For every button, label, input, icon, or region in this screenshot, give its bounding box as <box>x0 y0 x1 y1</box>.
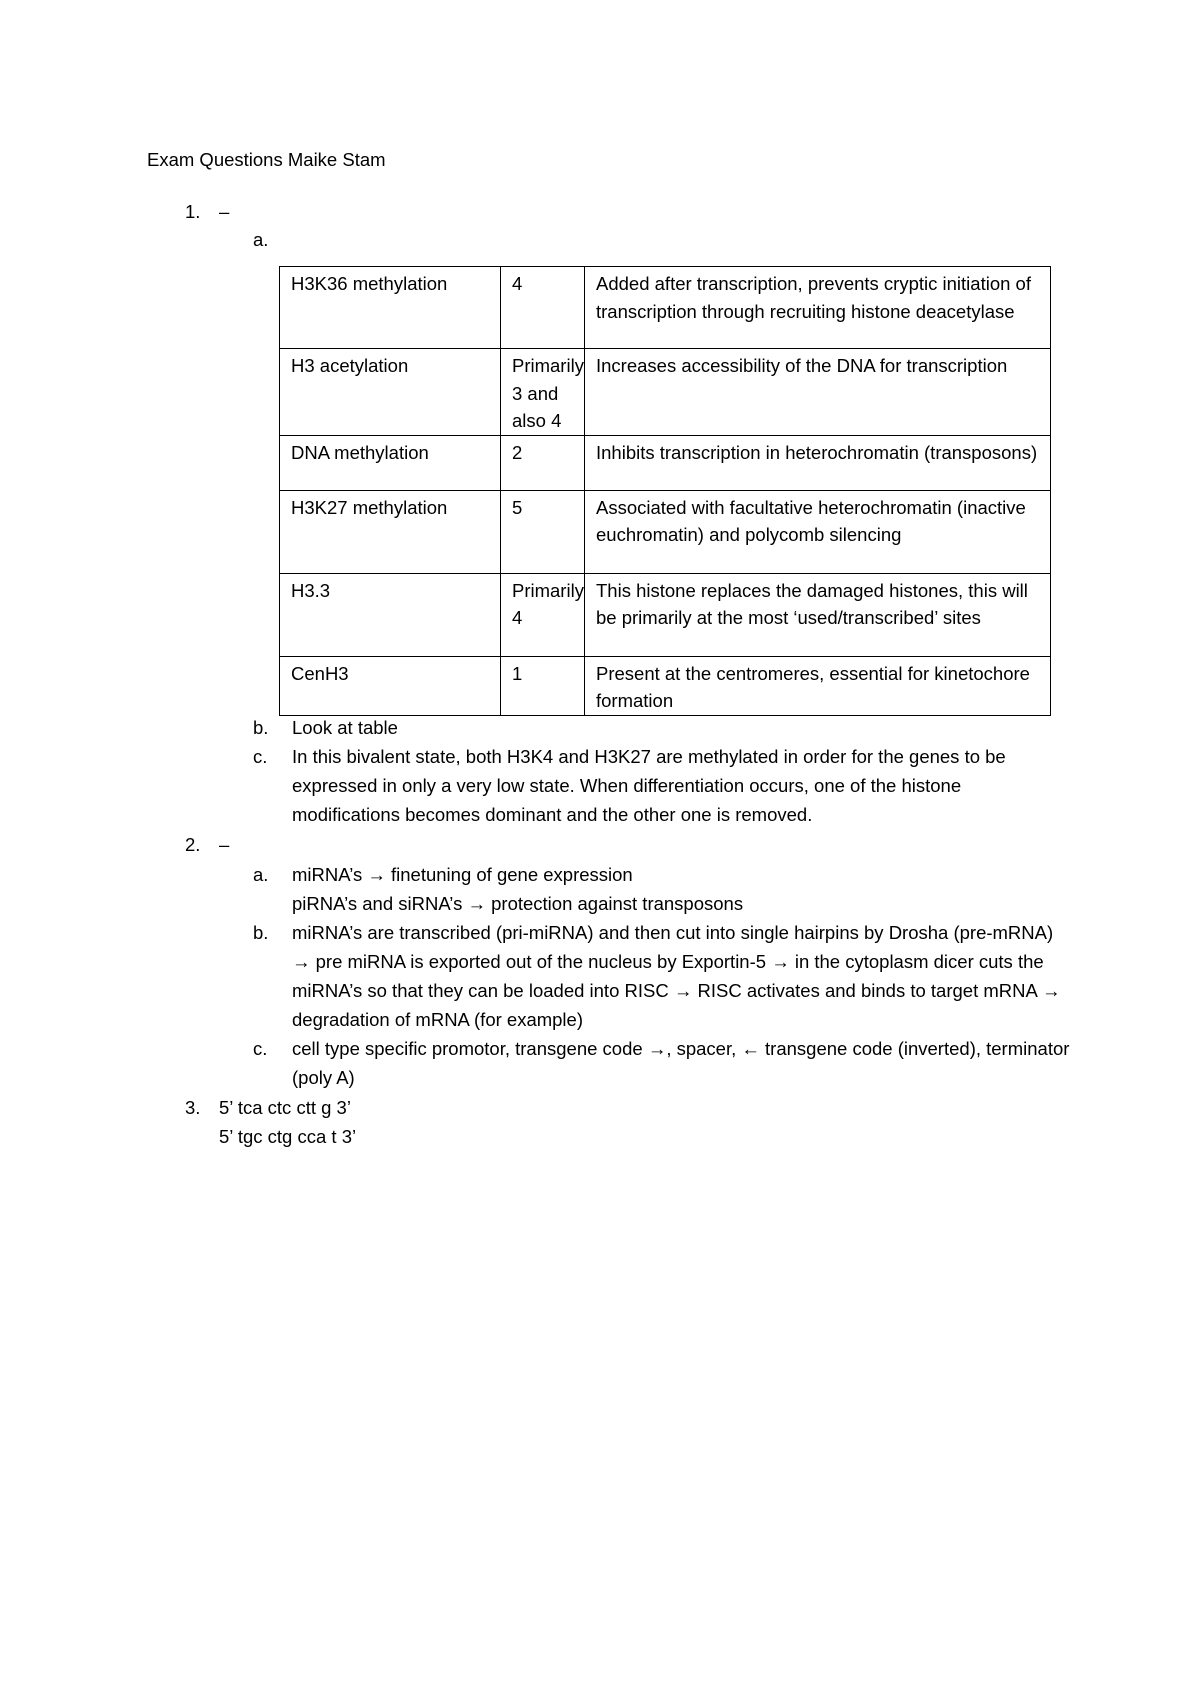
question-2-dash: – <box>219 834 230 855</box>
table-cell-modification: H3K36 methylation <box>280 267 501 349</box>
question-3-answer <box>219 1093 719 1151</box>
table-row <box>280 656 1051 715</box>
answer-text: RISC activates and binds to target mRNA <box>697 980 1037 1001</box>
table-row <box>280 573 1051 656</box>
question-2a-line-2 <box>292 889 1072 918</box>
question-2c-label: c. <box>253 1038 268 1059</box>
answer-text: miRNA’s are transcribed (pri-miRNA) and then cut into single hairpins by Drosha (pre-mRNA) <box>292 922 1054 943</box>
table-cell-modification: CenH3 <box>280 656 501 715</box>
answer-text: pre miRNA is exported out of the nucleus by Exportin-5 <box>315 951 767 972</box>
arrow-right-icon: → <box>1041 980 1061 1001</box>
table-cell-stage: Primarily 4 <box>501 573 585 656</box>
question-1a-label: a. <box>253 229 269 250</box>
table-row <box>280 349 1051 436</box>
arrow-right-icon: → <box>673 980 693 1001</box>
document-title: Exam Questions Maike Stam <box>147 149 386 170</box>
table-cell-stage: Primarily 3 and also 4 <box>501 349 585 436</box>
question-2a-label: a. <box>253 864 269 885</box>
arrow-right-icon: → <box>467 893 486 914</box>
answer-text: finetuning of gene expression <box>391 864 633 885</box>
table-row <box>280 267 1051 349</box>
table-cell-description: This histone replaces the damaged histones, this will be primarily at the most ‘used/transcribed’ sites <box>585 573 1051 656</box>
table-cell-modification: H3K27 methylation <box>280 490 501 573</box>
sequence-line-2: 5’ tgc ctg cca t 3’ <box>219 1126 357 1147</box>
table-cell-description: Present at the centromeres, essential for kinetochore formation <box>585 656 1051 715</box>
table-row <box>280 435 1051 490</box>
answer-text: degradation of mRNA (for example) <box>292 1009 583 1030</box>
arrow-right-icon: → <box>771 951 790 972</box>
question-2-number: 2. <box>185 834 201 855</box>
table-cell-description: Increases accessibility of the DNA for transcription <box>585 349 1051 436</box>
question-1b-label: b. <box>253 717 269 738</box>
question-2c-answer <box>292 1034 1082 1092</box>
question-1b-answer: Look at table <box>292 717 398 738</box>
answer-text: transgene code (inverted), terminator (poly A) <box>292 1038 1070 1088</box>
answer-text: miRNA’s <box>292 864 363 885</box>
question-2a-answer <box>292 860 1072 918</box>
arrow-left-icon: ← <box>741 1038 760 1059</box>
table-cell-description: Inhibits transcription in heterochromatin (transposons) <box>585 435 1051 490</box>
answer-text: protection against transposons <box>491 893 744 914</box>
table-cell-stage: 2 <box>501 435 585 490</box>
arrow-right-icon: → <box>647 1038 667 1059</box>
question-2a-line-1 <box>292 860 1072 889</box>
table-cell-modification: H3.3 <box>280 573 501 656</box>
question-1-number: 1. <box>185 201 201 222</box>
table-row <box>280 490 1051 573</box>
answer-text: in the cytoplasm dicer cuts the miRNA’s so that they can be loaded into RISC <box>292 951 1044 1001</box>
table-cell-modification: DNA methylation <box>280 435 501 490</box>
question-3-number: 3. <box>185 1097 201 1118</box>
table-cell-stage: 1 <box>501 656 585 715</box>
answer-text: piRNA’s and siRNA’s <box>292 893 463 914</box>
question-2b-label: b. <box>253 922 269 943</box>
histone-modification-table <box>279 266 1051 716</box>
table-cell-stage: 4 <box>501 267 585 349</box>
table-cell-modification: H3 acetylation <box>280 349 501 436</box>
table-cell-stage: 5 <box>501 490 585 573</box>
question-1c-label: c. <box>253 746 268 767</box>
arrow-right-icon: → <box>292 951 311 972</box>
arrow-right-icon: → <box>367 864 386 885</box>
answer-text: , spacer, <box>666 1038 737 1059</box>
answer-text: cell type specific promotor, transgene code <box>292 1038 643 1059</box>
table-cell-description: Associated with facultative heterochromatin (inactive euchromatin) and polycomb silencing <box>585 490 1051 573</box>
sequence-line-1: 5’ tca ctc ctt g 3’ <box>219 1097 351 1118</box>
question-2b-answer <box>292 918 1067 1034</box>
question-1c-answer: In this bivalent state, both H3K4 and H3K27 are methylated in order for the genes to be expressed in only a very low state. When differentiation occurs, one of the histone modifications becomes dominant and the other one is removed. <box>292 746 1006 825</box>
question-1-dash: – <box>219 201 230 222</box>
table-cell-description: Added after transcription, prevents cryptic initiation of transcription through recruiting histone deacetylase <box>585 267 1051 349</box>
